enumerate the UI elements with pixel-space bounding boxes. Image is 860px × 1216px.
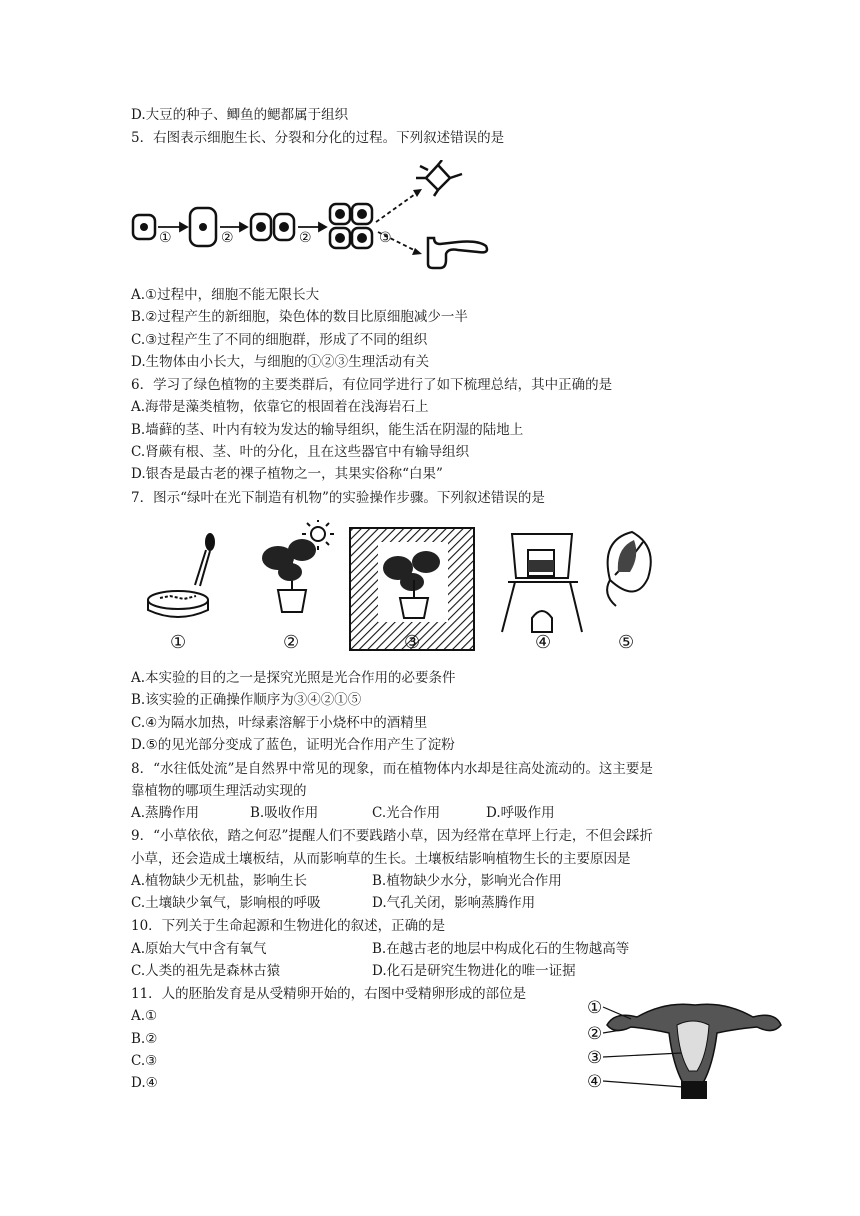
step-label: ②	[283, 632, 300, 653]
q7-option-c: C.④为隔水加热，叶绿素溶解于小烧杯中的酒精里	[131, 715, 428, 731]
q6-stem: 6．学习了绿色植物的主要类群后，有位同学进行了如下梳理总结，其中正确的是	[131, 377, 613, 393]
q10-option-b: B.在越古老的地层中构成化石的生物越高等	[372, 941, 630, 957]
photosynthesis-experiment-figure	[140, 520, 660, 660]
q10-option-a: A.原始大气中含有氧气	[131, 941, 267, 957]
q8-stem-line2: 靠植物的哪项生理活动实现的	[131, 783, 307, 799]
q7-option-b: B.该实验的正确操作顺序为③④②①⑤	[131, 692, 362, 708]
structure-label: ①	[587, 998, 603, 1018]
q10-option-d: D.化石是研究生物进化的唯一证据	[372, 963, 576, 979]
step-label: ①	[159, 230, 172, 246]
q6-option-a: A.海带是藻类植物，依靠它的根固着在浅海岩石上	[131, 399, 429, 415]
q11-option-d: D.④	[131, 1075, 158, 1091]
q8-option-d: D.呼吸作用	[486, 805, 555, 821]
q5-option-a: A.①过程中，细胞不能无限长大	[131, 287, 320, 303]
q9-option-a: A.植物缺少无机盐，影响生长	[131, 873, 308, 889]
q9-stem-line2: 小草，还会造成土壤板结，从而影响草的生长。土壤板结影响植物生长的主要原因是	[131, 851, 631, 867]
step-label: ②	[221, 230, 234, 246]
step-label: ③	[404, 632, 421, 653]
q7-option-d: D.⑤的见光部分变成了蓝色，证明光合作用产生了淀粉	[131, 737, 455, 753]
q11-option-a: A.①	[131, 1008, 158, 1024]
q10-stem: 10．下列关于生命起源和生物进化的叙述，正确的是	[131, 918, 446, 934]
q6-option-d: D.银杏是最古老的裸子植物之一，其果实俗称“白果”	[131, 466, 443, 482]
structure-label: ②	[587, 1024, 603, 1044]
q11-stem: 11．人的胚胎发育是从受精卵开始的，右图中受精卵形成的部位是	[131, 986, 527, 1002]
q5-option-d: D.生物体由小长大，与细胞的①②③生理活动有关	[131, 354, 430, 370]
step-label: ⑤	[618, 632, 635, 653]
q10-option-c: C.人类的祖先是森林古猿	[131, 963, 281, 979]
q8-option-a: A.蒸腾作用	[131, 805, 200, 821]
q8-option-b: B.吸收作用	[250, 805, 319, 821]
q5-option-b: B.②过程产生的新细胞，染色体的数目比原细胞减少一半	[131, 309, 468, 325]
q11-option-b: B.②	[131, 1031, 158, 1047]
q8-option-c: C.光合作用	[372, 805, 441, 821]
structure-label: ③	[587, 1048, 603, 1068]
q9-option-c: C.土壤缺少氧气，影响根的呼吸	[131, 895, 321, 911]
q6-option-c: C.肾蕨有根、茎、叶的分化，且在这些器官中有输导组织	[131, 444, 470, 460]
step-label: ④	[535, 632, 552, 653]
q4-option-d: D.大豆的种子、鲫鱼的鳃都属于组织	[131, 107, 349, 123]
female-reproductive-system-figure	[585, 995, 785, 1100]
q9-option-d: D.气孔关闭，影响蒸腾作用	[372, 895, 536, 911]
structure-label: ④	[587, 1072, 603, 1092]
q7-stem: 7．图示“绿叶在光下制造有机物”的实验操作步骤。下列叙述错误的是	[131, 490, 545, 506]
q6-option-b: B.墙藓的茎、叶内有较为发达的输导组织，能生活在阴湿的陆地上	[131, 422, 524, 438]
q11-option-c: C.③	[131, 1053, 158, 1069]
q9-option-b: B.植物缺少水分，影响光合作用	[372, 873, 562, 889]
q5-option-c: C.③过程产生了不同的细胞群，形成了不同的组织	[131, 332, 428, 348]
q7-option-a: A.本实验的目的之一是探究光照是光合作用的必要条件	[131, 670, 456, 686]
step-label: ①	[170, 632, 187, 653]
q8-stem-line1: 8．“水往低处流”是自然界中常见的现象，而在植物体内水却是往高处流动的。这主要是	[131, 761, 653, 777]
q9-stem-line1: 9．“小草依依，踏之何忍”提醒人们不要践踏小草，因为经常在草坪上行走，不但会踩折	[131, 828, 653, 844]
step-label: ③	[379, 230, 392, 246]
q5-stem: 5．右图表示细胞生长、分裂和分化的过程。下列叙述错误的是	[131, 130, 505, 146]
step-label: ②	[299, 230, 312, 246]
cell-process-figure	[128, 160, 498, 275]
